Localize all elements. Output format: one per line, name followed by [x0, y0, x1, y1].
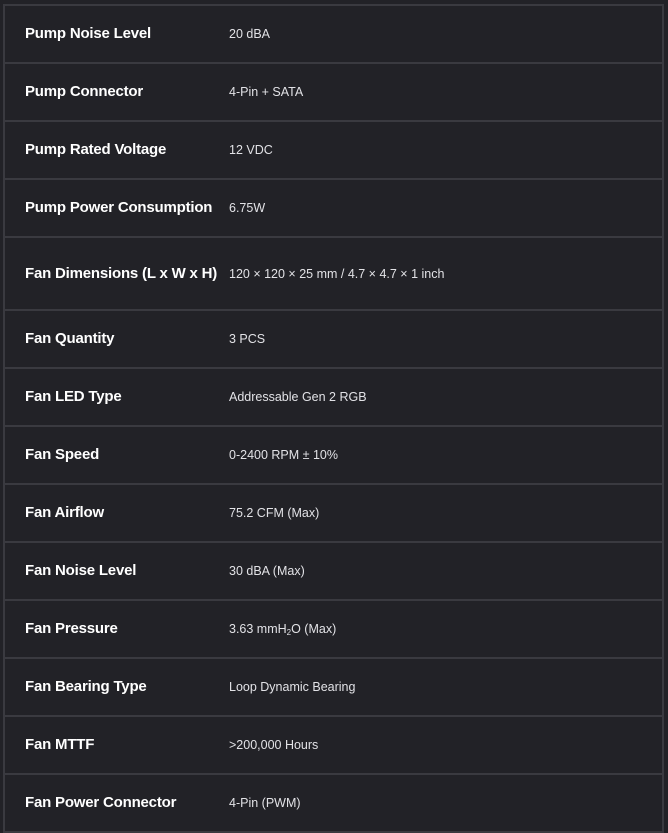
spec-row-pump-power-consumption [5, 180, 662, 238]
spec-row-fan-speed [5, 427, 662, 485]
spec-row-fan-led-type [5, 369, 662, 427]
spec-value: 0-2400 RPM ± 10% [229, 448, 338, 462]
spec-table [3, 4, 664, 833]
spec-label: Fan Power Connector [25, 794, 177, 811]
spec-row-pump-rated-voltage [5, 122, 662, 180]
spec-label: Pump Rated Voltage [25, 141, 167, 158]
spec-value: >200,000 Hours [229, 738, 319, 752]
spec-row-fan-noise-level [5, 543, 662, 601]
spec-value: 3 PCS [229, 332, 266, 346]
spec-value: 120 × 120 × 25 mm / 4.7 × 4.7 × 1 inch [229, 266, 445, 281]
spec-row-pump-connector [5, 64, 662, 122]
spec-row-fan-airflow [5, 485, 662, 543]
spec-label: Fan Dimensions (L x W x H) [25, 264, 218, 282]
spec-value: 20 dBA [229, 27, 271, 41]
spec-value-prefix: 3.63 mmH [229, 622, 287, 636]
spec-label: Fan Noise Level [25, 562, 137, 579]
spec-label: Fan Airflow [25, 504, 104, 521]
spec-row-fan-bearing-type [5, 659, 662, 717]
spec-label: Fan Pressure [25, 620, 118, 637]
spec-label: Pump Connector [25, 83, 144, 100]
spec-value-suffix: O (Max) [291, 622, 337, 636]
spec-row-fan-quantity [5, 311, 662, 369]
spec-value: 75.2 CFM (Max) [229, 506, 320, 520]
spec-value: Loop Dynamic Bearing [229, 680, 356, 694]
spec-label: Fan Quantity [25, 330, 115, 347]
spec-value [229, 621, 662, 637]
spec-row-fan-mttf [5, 717, 662, 775]
spec-label: Fan LED Type [25, 388, 122, 405]
spec-row-fan-power-connector [5, 775, 662, 833]
spec-value: 4-Pin + SATA [229, 85, 304, 99]
spec-label: Fan MTTF [25, 736, 95, 753]
spec-label: Pump Noise Level [25, 25, 152, 42]
spec-label: Pump Power Consumption [25, 199, 213, 216]
spec-value: Addressable Gen 2 RGB [229, 390, 367, 404]
spec-label: Fan Bearing Type [25, 678, 147, 695]
spec-row-fan-pressure [5, 601, 662, 659]
spec-value: 30 dBA (Max) [229, 564, 305, 578]
spec-value-subscript: 2 [286, 628, 292, 637]
spec-row-fan-dimensions [5, 238, 662, 311]
spec-value: 4-Pin (PWM) [229, 796, 301, 810]
spec-row-pump-noise-level [5, 6, 662, 64]
spec-value: 6.75W [229, 201, 266, 215]
spec-value: 12 VDC [229, 143, 273, 157]
spec-label: Fan Speed [25, 446, 100, 463]
